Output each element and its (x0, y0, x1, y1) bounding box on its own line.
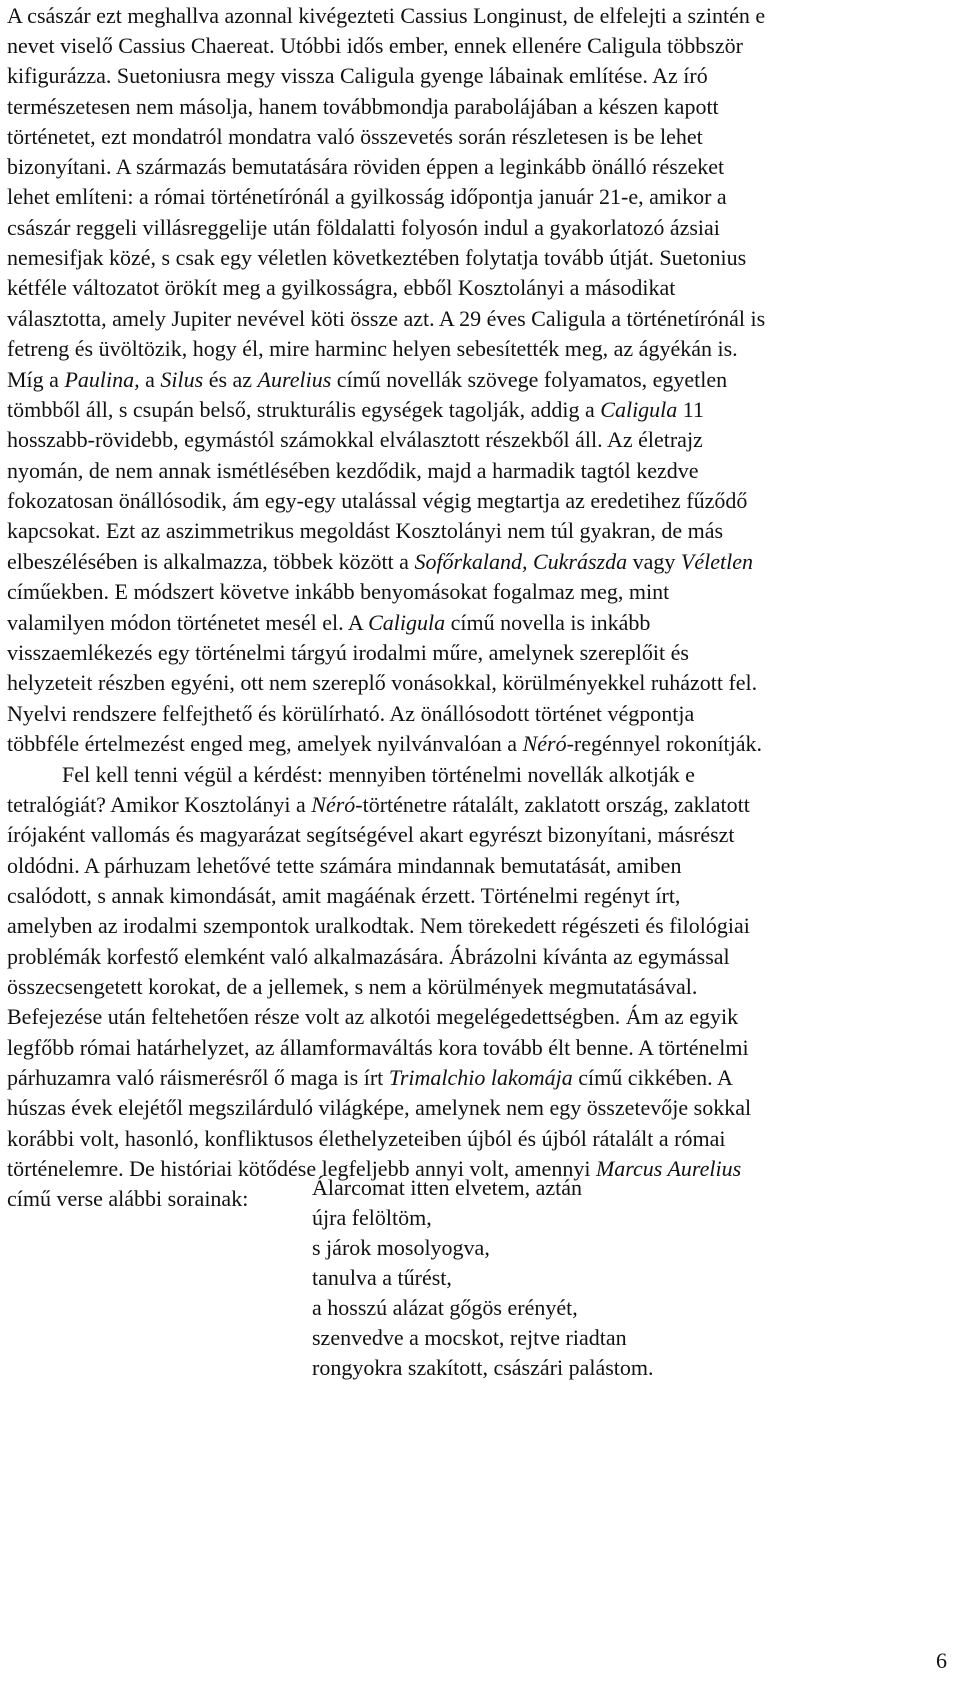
body-line: kifigurázza. Suetoniusra megy vissza Caligula gyenge lábainak említése. Az író (7, 63, 708, 88)
body-line: császár reggeli villásreggelije után földalatti folyosón indul a gyakorlatozó ázsiai (7, 215, 720, 240)
page-number: 6 (936, 1648, 947, 1673)
body-line: Fel kell tenni végül a kérdést: mennyiben történelmi novellák alkotják e (7, 762, 695, 787)
poem-line: szenvedve a mocskot, rejtve riadtan (312, 1325, 627, 1350)
body-line: párhuzamra való ráismerésről ő maga is írt Trimalchio lakomája című cikkében. A (7, 1065, 733, 1090)
body-line: valamilyen módon történetet mesél el. A Caligula című novella is inkább (7, 610, 651, 635)
body-line: történetet, ezt mondatról mondatra való összevetés során részletesen is be lehet (7, 124, 703, 149)
poem-line: a hosszú alázat gőgös erényét, (312, 1295, 578, 1320)
body-line: tetralógiát? Amikor Kosztolányi a Néró-történetre rátalált, zaklatott ország, zaklatott (7, 792, 750, 817)
body-line: kétféle változatot örökít meg a gyilkosságra, ebből Kosztolányi a másodikat (7, 275, 676, 300)
body-line: problémák korfestő elemként való alkalmazására. Ábrázolni kívánta az egymással (7, 944, 730, 969)
body-line: kapcsokat. Ezt az aszimmetrikus megoldást Kosztolányi nem túl gyakran, de más (7, 518, 724, 543)
poem-line: tanulva a tűrést, (312, 1265, 452, 1290)
body-line: nyomán, de nem annak ismétlésében kezdődik, majd a harmadik tagtól kezdve (7, 458, 699, 483)
body-line: nevet viselő Cassius Chaereat. Utóbbi idős ember, ennek ellenére Caligula többször (7, 33, 743, 58)
body-line: tömbből áll, s csupán belső, strukturális egységek tagolják, addig a Caligula 11 (7, 397, 704, 422)
body-line: összecsengetett korokat, de a jellemek, s nem a körülmények megmutatásával. (7, 974, 698, 999)
body-line: csalódott, s annak kimondását, amit magáénak érzett. Történelmi regényt írt, (7, 883, 681, 908)
poem-line: rongyokra szakított, császári palástom. (312, 1355, 654, 1380)
body-line: nemesifjak közé, s csak egy véletlen következtében folytatja tovább útját. Suetonius (7, 245, 747, 270)
body-line: helyzeteit részben egyéni, ott nem szereplő vonásokkal, körülményekkel ruházott fel. (7, 670, 758, 695)
body-line: amelyben az irodalmi szempontok uralkodtak. Nem törekedett régészeti és filológiai (7, 913, 750, 938)
poem-line: Álarcomat itten elvetem, aztán (312, 1175, 582, 1200)
body-line: oldódni. A párhuzam lehetővé tette számára mindannak bemutatását, amiben (7, 853, 682, 878)
body-line: hosszabb-rövidebb, egymástól számokkal elválasztott részekből áll. Az életrajz (7, 427, 703, 452)
poem-line: s járok mosolyogva, (312, 1235, 490, 1260)
body-line: bizonyítani. A származás bemutatására röviden éppen a leginkább önálló részeket (7, 154, 725, 179)
body-line: visszaemlékezés egy történelmi tárgyú irodalmi műre, amelynek szereplőit és (7, 640, 689, 665)
body-line: címűekben. E módszert követve inkább benyomásokat fogalmaz meg, mint (7, 579, 670, 604)
poem-line: újra felöltöm, (312, 1205, 432, 1230)
body-line: lehet említeni: a római történetírónál a gyilkosság időpontja január 21-e, amikor a (7, 184, 727, 209)
body-line: történelemre. De históriai kötődése legfeljebb annyi volt, amennyi Marcus Aurelius (7, 1156, 742, 1181)
body-line: többféle értelmezést enged meg, amelyek nyilvánvalóan a Néró-regénnyel rokonítják. (7, 731, 763, 756)
body-line: elbeszélésében is alkalmazza, többek között a Sofőrkaland, Cukrászda vagy Véletlen (7, 549, 753, 574)
poem-quote (312, 1173, 654, 1383)
body-line: korábbi volt, hasonló, konfliktusos élethelyzeteiben újból és újból rátalált a római (7, 1126, 726, 1151)
body-line: választotta, amely Jupiter nevével köti össze azt. A 29 éves Caligula a történetírónál is (7, 306, 766, 331)
body-line: természetesen nem másolja, hanem továbbmondja parabolájában a készen kapott (7, 94, 719, 119)
body-line: legfőbb római határhelyzet, az államformaváltás kora tovább élt benne. A történelmi (7, 1035, 749, 1060)
body-line: Nyelvi rendszere felfejthető és körülírható. Az önállósodott történet végpontja (7, 701, 695, 726)
body-line: húszas évek elejétől megszilárduló világképe, amelynek nem egy összetevője sokkal (7, 1095, 752, 1120)
body-line: írójaként vallomás és magyarázat segítségével akart egyrészt bizonyítani, másrészt (7, 822, 735, 847)
body-line: című verse alábbi sorainak: (7, 1186, 249, 1211)
body-line: Befejezése után feltehetően része volt az alkotói megelégedettségben. Ám az egyik (7, 1004, 739, 1029)
body-line: Míg a Paulina, a Silus és az Aurelius című novellák szövege folyamatos, egyetlen (7, 367, 728, 392)
body-line: A császár ezt meghallva azonnal kivégezteti Cassius Longinust, de elfelejti a szintén e (7, 3, 766, 28)
body-line: fokozatosan önállósodik, ám egy-egy utalással végig megtartja az eredetihez fűződő (7, 488, 748, 513)
body-line: fetreng és üvöltözik, hogy él, mire harminc helyen sebesítették meg, az ágyékán is. (7, 336, 738, 361)
